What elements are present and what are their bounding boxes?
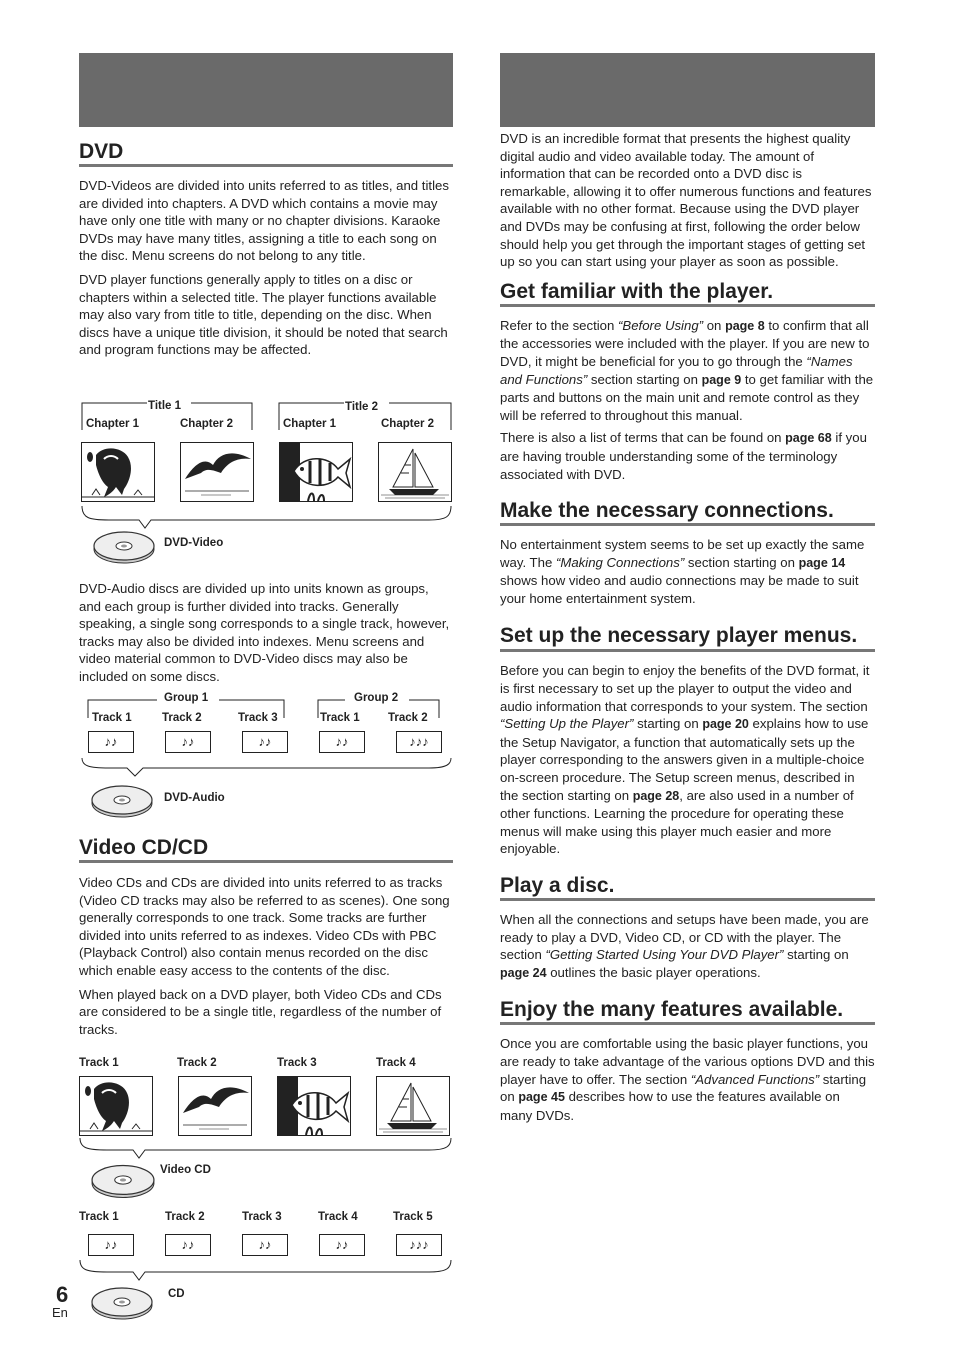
intro-paragraph: DVD is an incredible format that presents the highest quality digital audio and video available today. The amount of information that can be recorded onto a DVD disc is remarkable, allowing it to offer numerous functions and features available with no other format. Because using the DVD player and DVDs may be confusing at first, following the order below should help you get through the important stages of getting set up so you can start using your player as soon as possible.	[500, 131, 872, 270]
connections-paragraph: No entertainment system seems to be set up exactly the same way. The “Making Connections” section starting on page 14 shows how video and audio connections may be made to suit your home entertainment system.	[500, 537, 865, 606]
video-cd-heading: Video CD/CD	[79, 836, 453, 863]
section-reference: “Getting Started Using Your DVD Player”	[545, 947, 784, 963]
section-reference: “Setting Up the Player”	[500, 716, 634, 732]
track-label: Track 2	[165, 1211, 205, 1223]
features-heading: Enjoy the many features available.	[500, 998, 875, 1025]
page-reference: page 45	[518, 1090, 565, 1105]
page-number: 6	[56, 1282, 69, 1307]
track-label: Track 1	[79, 1211, 119, 1223]
video-cd-disc-label: Video CD	[160, 1164, 211, 1176]
page-reference: page 8	[725, 318, 765, 333]
track-label: Track 3	[277, 1057, 317, 1069]
left-column	[79, 53, 453, 359]
section-reference: “Before Using”	[618, 317, 704, 333]
page-reference: page 28	[632, 788, 680, 803]
track-label: Track 1	[79, 1057, 119, 1069]
music-note-icon: ♪♪	[165, 731, 211, 753]
section-reference: “Names and Functions”	[500, 353, 853, 387]
music-note-icon: ♪♪	[165, 1234, 211, 1256]
section-reference: “Making Connections”	[555, 554, 685, 570]
get-familiar-paragraph-2: There is also a list of terms that can be found on page 68 if you are having trouble understanding some of the terminology associated with DVD.	[500, 430, 867, 482]
track-label: Track 1	[320, 712, 360, 724]
chapter-label: Chapter 2	[180, 418, 234, 430]
dvd-video-disc-label: DVD-Video	[164, 537, 224, 549]
music-note-icon: ♪♪	[319, 731, 365, 753]
play-disc-paragraph: When all the connections and setups have been made, you are ready to play a DVD, Video CD, or CD with the player. The section “Getting Started Using Your DVD Player” starting on page 24 outlines the basic player operations.	[500, 912, 869, 980]
chapter-label: Chapter 1	[86, 418, 140, 430]
music-note-icon: ♪♪♪	[396, 731, 442, 753]
language-code: En	[52, 1305, 68, 1320]
track-label: Track 3	[238, 712, 278, 724]
get-familiar-heading: Get familiar with the player.	[500, 280, 875, 307]
page-reference: page 68	[785, 431, 832, 446]
right-column	[500, 53, 875, 1124]
fish-image	[279, 442, 353, 502]
group-1-label: Group 1	[164, 692, 209, 704]
title-2-label: Title 2	[345, 401, 379, 413]
bird-image	[180, 442, 254, 502]
vcd-section	[79, 836, 453, 1038]
cd-disc-label: CD	[168, 1288, 185, 1300]
group-2-label: Group 2	[354, 692, 399, 704]
player-menus-paragraph: Before you can begin to enjoy the benefits of the DVD format, it is first necessary to set up the player to output the video and audio information that corresponds to your system. The section “Setting Up the Player” starting on page 20 explains how to use the Setup Navigator, a function that automatically sets up the player corresponding to the answers given in a multiple-choice on-screen procedure. The Setup screen menus, described in the section starting on page 28, are also used in a number of other functions. Learning the procedure for operating these menus will make using this player much easier and more enjoyable.	[500, 663, 870, 857]
track-label: Track 3	[242, 1211, 282, 1223]
music-note-icon: ♪♪	[242, 731, 288, 753]
music-note-icon: ♪♪	[319, 1234, 365, 1256]
chapter-label: Chapter 2	[381, 418, 435, 430]
track-label: Track 1	[92, 712, 132, 724]
cd-bracket	[79, 1258, 455, 1288]
track-label: Track 4	[318, 1211, 358, 1223]
music-note-icon: ♪♪	[242, 1234, 288, 1256]
bird-image	[178, 1076, 252, 1136]
dolphin-image	[81, 442, 155, 502]
title-1-label: Title 1	[148, 400, 182, 412]
track-label: Track 5	[393, 1211, 433, 1223]
sailboat-image	[378, 442, 452, 502]
vcd-paragraph-2: When played back on a DVD player, both Video CDs and CDs are considered to be a single title, regardless of the number of tracks.	[79, 986, 442, 1037]
track-label: Track 4	[376, 1057, 416, 1069]
vcd-paragraph-1: Video CDs and CDs are divided into units referred to as tracks (Video CD tracks may also be referred to as scenes). One song generally corresponds to one track. Some tracks are further divided into units referred to as indexes. Video CDs with PBC (Playback Control) also contain menus recorded on the disc which enable easy access to the contents of the disc.	[79, 875, 450, 978]
page-reference: page 9	[701, 372, 742, 387]
connections-heading: Make the necessary connections.	[500, 499, 875, 526]
page-reference: page 14	[798, 555, 846, 570]
dvd-audio-disc-label: DVD-Audio	[164, 792, 225, 804]
music-note-icon: ♪♪	[88, 1234, 134, 1256]
track-label: Track 2	[177, 1057, 217, 1069]
disc-icon	[90, 784, 154, 818]
music-note-icon: ♪♪	[88, 731, 134, 753]
disc-icon	[90, 1286, 154, 1320]
section-reference: “Advanced Functions”	[690, 1071, 820, 1087]
track-label: Track 2	[162, 712, 202, 724]
dvd-audio-paragraph: DVD-Audio discs are divided up into units known as groups, and each group is further divided into tracks. Generally speaking, a single song corresponds to a single track, however, tracks may also be divided into indexes. Menu screens and video material common to DVD-Video discs may also be included on some discs.	[79, 581, 450, 684]
get-familiar-paragraph-1: Refer to the section “Before Using” on page 8 to confirm that all the accessories were included with the player. If you are new to DVD, it might be beneficial for you to go through the “Names and Functions” section starting on page 9 to get familiar with the parts and buttons on the main unit and remote control as they will be referred to throughout this manual.	[500, 317, 874, 423]
sailboat-image	[376, 1076, 450, 1136]
dvd-paragraph-1: DVD-Videos are divided into units referred to as titles, and titles are divided into chapters. A DVD which contains a movie may have only one title with many or no chapter divisions. Karaoke DVDs may have many titles, assigning a title to each song on the disc. Menu screens do not belong to any title.	[79, 178, 449, 264]
chapter-label: Chapter 1	[283, 418, 337, 430]
right-header-band	[500, 53, 875, 127]
music-note-icon: ♪♪♪	[396, 1234, 442, 1256]
left-header-band	[79, 53, 453, 127]
player-menus-heading: Set up the necessary player menus.	[500, 623, 875, 652]
page-reference: page 20	[702, 717, 749, 732]
dolphin-image	[79, 1076, 153, 1136]
play-disc-heading: Play a disc.	[500, 874, 875, 901]
page-reference: page 24	[500, 965, 547, 980]
features-paragraph: Once you are comfortable using the basic player functions, you are ready to take advantage of the various options DVD and this player have to offer. The section “Advanced Functions” starting on page 45 describes how to use the features available on many DVDs.	[500, 1036, 875, 1123]
dvd-heading: DVD	[79, 140, 453, 167]
dvd-paragraph-2: DVD player functions generally apply to titles on a disc or chapters within a selected title. The player functions available may also vary from title to title, depending on the disc. When discs have a unique title division, it should be noted that search and program functions may be affected.	[79, 271, 448, 358]
disc-icon	[92, 530, 156, 564]
track-label: Track 2	[388, 712, 428, 724]
disc-icon	[90, 1163, 156, 1199]
fish-image	[277, 1076, 351, 1136]
